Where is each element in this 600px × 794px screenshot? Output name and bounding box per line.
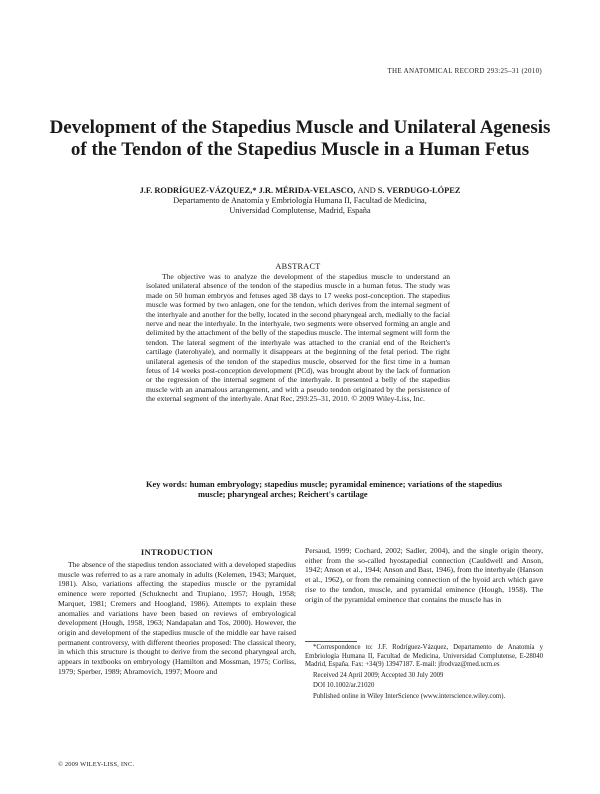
footnote-published: Published online in Wiley InterScience (www.interscience.wiley.com). [313, 692, 506, 700]
author-names-b: S. VERDUGO-LÓPEZ [377, 186, 461, 195]
footnote-doi: DOI 10.1002/ar.21020 [313, 682, 375, 689]
abstract-body: The objective was to analyze the development of the stapedius muscle to understand an isolated unilateral absence of the tendon of the stapedius muscle in a human fetus. The study was made on 50 human embryos and fetuses aged 38 days to 17 weeks post-conception. The stapedius muscle was formed by two anlagen, one for the tendon, which derives from the internal segment of the interhyale and another for the belly, located in the second pharyngeal arch, medially to the facial nerve and near the interhyale. In the interhyale, two segments were observed forming an angle and delimited by the attachment of the belly of the stapedius muscle. The internal segment will form the tendon. The lateral segment of the interhyale was attached to the cranial end of the Reichert's cartilage (laterohyale), and normally it disappears at the beginning of the fetal period. The right unilateral agenesis of the tendon of the stapedius muscle, observed for the first time in a human fetus of 14 weeks post-conception development (PCd), was brought about by the lack of formation or the regression of the internal segment of the interhyale. It presented a belly of the stapedius muscle with an anamalous arrangement, and with a pseudo tendon originated by the persistence of the external segment of the interhyale. Anat Rec, 293:25–31, 2010. © 2009 Wiley-Liss, Inc. [146, 272, 450, 404]
author-list [40, 185, 560, 196]
author-conjunction: AND [357, 186, 376, 195]
affiliation-line-2: Universidad Complutense, Madrid, España [229, 206, 371, 215]
article-title: Development of the Stapedius Muscle and Unilateral Agenesis of the Tendon of the Stapedius Muscle in a Human Fetus [49, 117, 551, 160]
copyright-line: © 2009 WILEY-LISS, INC. [58, 761, 135, 768]
affiliation [40, 196, 560, 216]
introduction-left-column: The absence of the stapedius tendon associated with a developed stapedius muscle was referred to as a rare anomaly in adults (Kelemen, 1943; Marquet, 1981). Also, variations affecting the stapedius muscle or the pyramidal eminence were reported (Schuknecht and Trupiano, 1957; Hough, 1958; Marquet, 1981; Cremers and Hoogland, 1986). Attempts to explain these anomalies and variations have been based on reviews of embryological development (Hough, 1958, 1963; Nandapalan and Tos, 2000). However, the origin and development of the stapedius muscle of the middle ear have raised permanent controversy, with different theories proposed: The classical theory, in which this structure is thought to derive from the second pharyngeal arch, appears in textbooks on embryology (Hamilton and Mossman, 1975; Corliss, 1979; Sperber, 1989; Abramovich, 1997; Moore and [58, 560, 296, 676]
keywords: Key words: human embryology; stapedius muscle; pyramidal eminence; variations of the stapedius muscle; pharyngeal arches; Reichert's cartilage [146, 480, 502, 500]
footnote-correspondence: *Correspondence to: J.F. Rodríguez-Vázquez, Departamento de Anatomía y Embriología Humana II, Facultad de Medicina, Universidad Complutense, E-28040 Madrid, España. Fax: +34(9) 13947187. E-mail: jfrodvaz@med.ucm.es [305, 644, 543, 668]
running-head: THE ANATOMICAL RECORD 293:25–31 (2010) [387, 67, 542, 75]
author-names-a: J.F. RODRÍGUEZ-VÁZQUEZ,* J.R. MÉRIDA-VELASCO, [139, 186, 356, 195]
introduction-heading: INTRODUCTION [140, 547, 214, 557]
affiliation-line-1: Departamento de Anatomía y Embriología Humana II, Facultad de Medicina, [173, 196, 427, 205]
footnote-divider [305, 641, 357, 642]
introduction-right-column: Persaud, 1999; Cochard, 2002; Sadler, 2004), and the single origin theory, either from the so-called hyostapedial connection (Cauldwell and Anson, 1942; Anson et al., 1944; Anson and Bast, 1946), from the interhyale (Hanson et al., 1962), or from the remaining connection of the hyoid arch which gave rise to the tendon, muscle, and pyramidal eminence (Hough, 1958). The origin of the pyramidal eminence that contains the muscle has in [305, 546, 543, 604]
footnote-received: Received 24 April 2009; Accepted 30 July 2009 [313, 671, 444, 679]
footnotes [305, 644, 543, 703]
abstract-heading: ABSTRACT [275, 262, 321, 271]
